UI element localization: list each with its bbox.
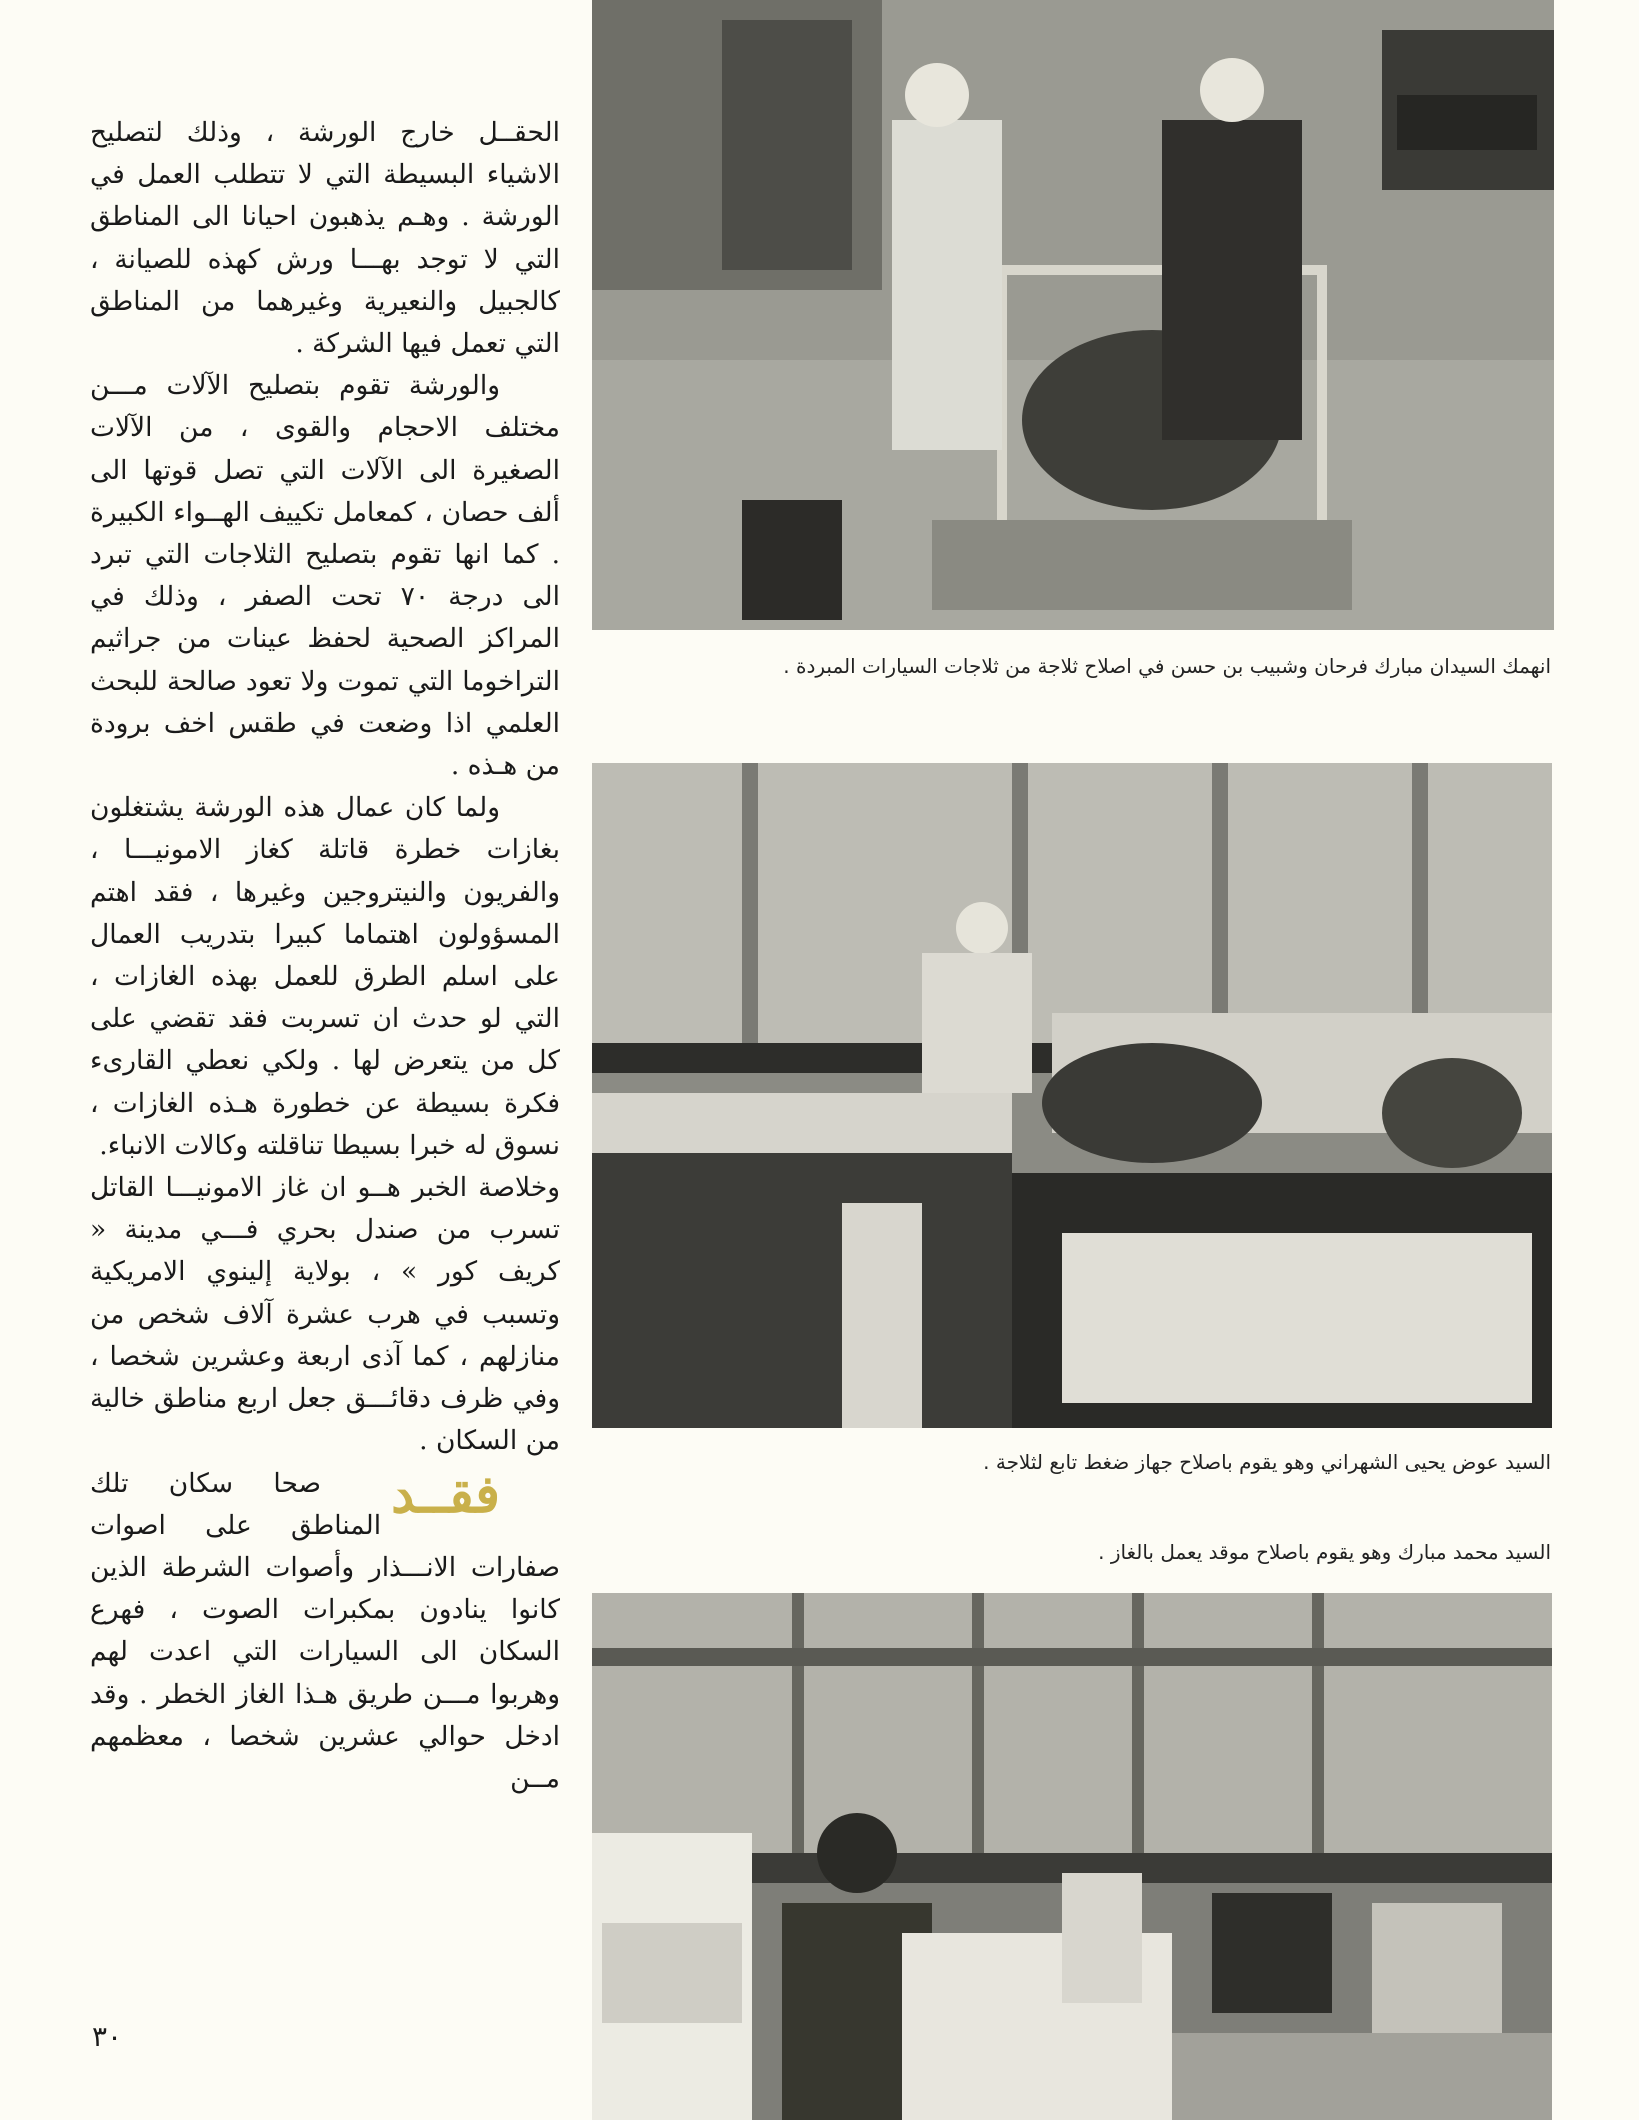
photo-stove-repair: [592, 1593, 1552, 2120]
caption-photo-1: انهمك السيدان مبارك فرحان وشبيب بن حسن في اصلاح ثلاجة من ثلاجات السيارات المبردة .: [783, 654, 1551, 678]
article-body: [90, 112, 560, 1800]
caption-photo-2: السيد عوض يحيى الشهراني وهو يقوم باصلاح جهاز ضغط تابع لثلاجة .: [983, 1450, 1551, 1474]
page-number: ٣٠: [92, 2020, 123, 2053]
article-paragraph-2: والورشة تقوم بتصليح الآلات مـــن مختلف الاحجام والقوى ، من الآلات الصغيرة الى الآلات التي تصل قوتها الى ألف حصان ، كمعامل تكييف الهــواء الكبيرة . كما انها تقوم بتصليح الثلاجات التي تبرد الى درجة ٧٠ تحت الصفر ، وذلك في المراكز الصحية لحفظ عينات من جراثيم التراخوما التي تموت ولا تعود صالحة للبحث العلمي اذا وضعت في طقس اخف برودة من هـذه .: [90, 370, 560, 782]
article-paragraph-3: ولما كان عمال هذه الورشة يشتغلون بغازات خطرة قاتلة كغاز الامونيـــا ، والفريون والنيتروجين وغيرها ، فقد اهتم المسؤولون اهتماما كبيرا بتدريب العمال على اسلم الطرق للعمل بهذه الغازات ، التي لو حدث ان تسربت فقد تقضي على كل من يتعرض لها . ولكي نعطي القارىء فكرة بسيطة عن خطورة هـذه الغازات ، نسوق له خبرا بسيطا تناقلته وكالات الانباء.: [90, 792, 560, 1161]
dropcap: فقــد: [391, 1463, 500, 1525]
photo-refrigerator-repair: [592, 0, 1554, 630]
article-paragraph-5-text: صحا سكان تلك المناطق على اصوات صفارات الانـــذار وأصوات الشرطة الذين كانوا ينادون بمكبرات الصوت ، فهرع السكان الى السيارات التي اعدت لهم وهربوا مـــن طريق هـذا الغاز الخطر . وقد ادخل حوالي عشرين شخصا ، معظمهم مــن: [90, 1467, 560, 1794]
photo-compressor-repair: [592, 763, 1552, 1428]
article-paragraph-4: وخلاصة الخبر هــو ان غاز الامونيـــا القاتل تسرب من صندل بحري فـــي مدينة « كريف كور » ، بولاية إلينوي الامريكية وتسبب في هرب عشرة آلاف شخص من منازلهم ، كما آذى اربعة وعشرين شخصا ، وفي ظرف دقائـــق جعل اربع مناطق خالية من السكان .: [90, 1172, 560, 1457]
article-paragraph-1: الحقــل خارج الورشة ، وذلك لتصليح الاشياء البسيطة التي لا تتطلب العمل في الورشة . وهـم يذهبون احيانا الى المناطق التي لا توجد بهـــا ورش كهذه للصيانة ، كالجبيل والنعيرية وغيرهما من المناطق التي تعمل فيها الشركة .: [90, 117, 560, 360]
caption-photo-3: السيد محمد مبارك وهو يقوم باصلاح موقد يعمل بالغاز .: [1098, 1540, 1551, 1564]
article-paragraph-5: [90, 1463, 560, 1801]
